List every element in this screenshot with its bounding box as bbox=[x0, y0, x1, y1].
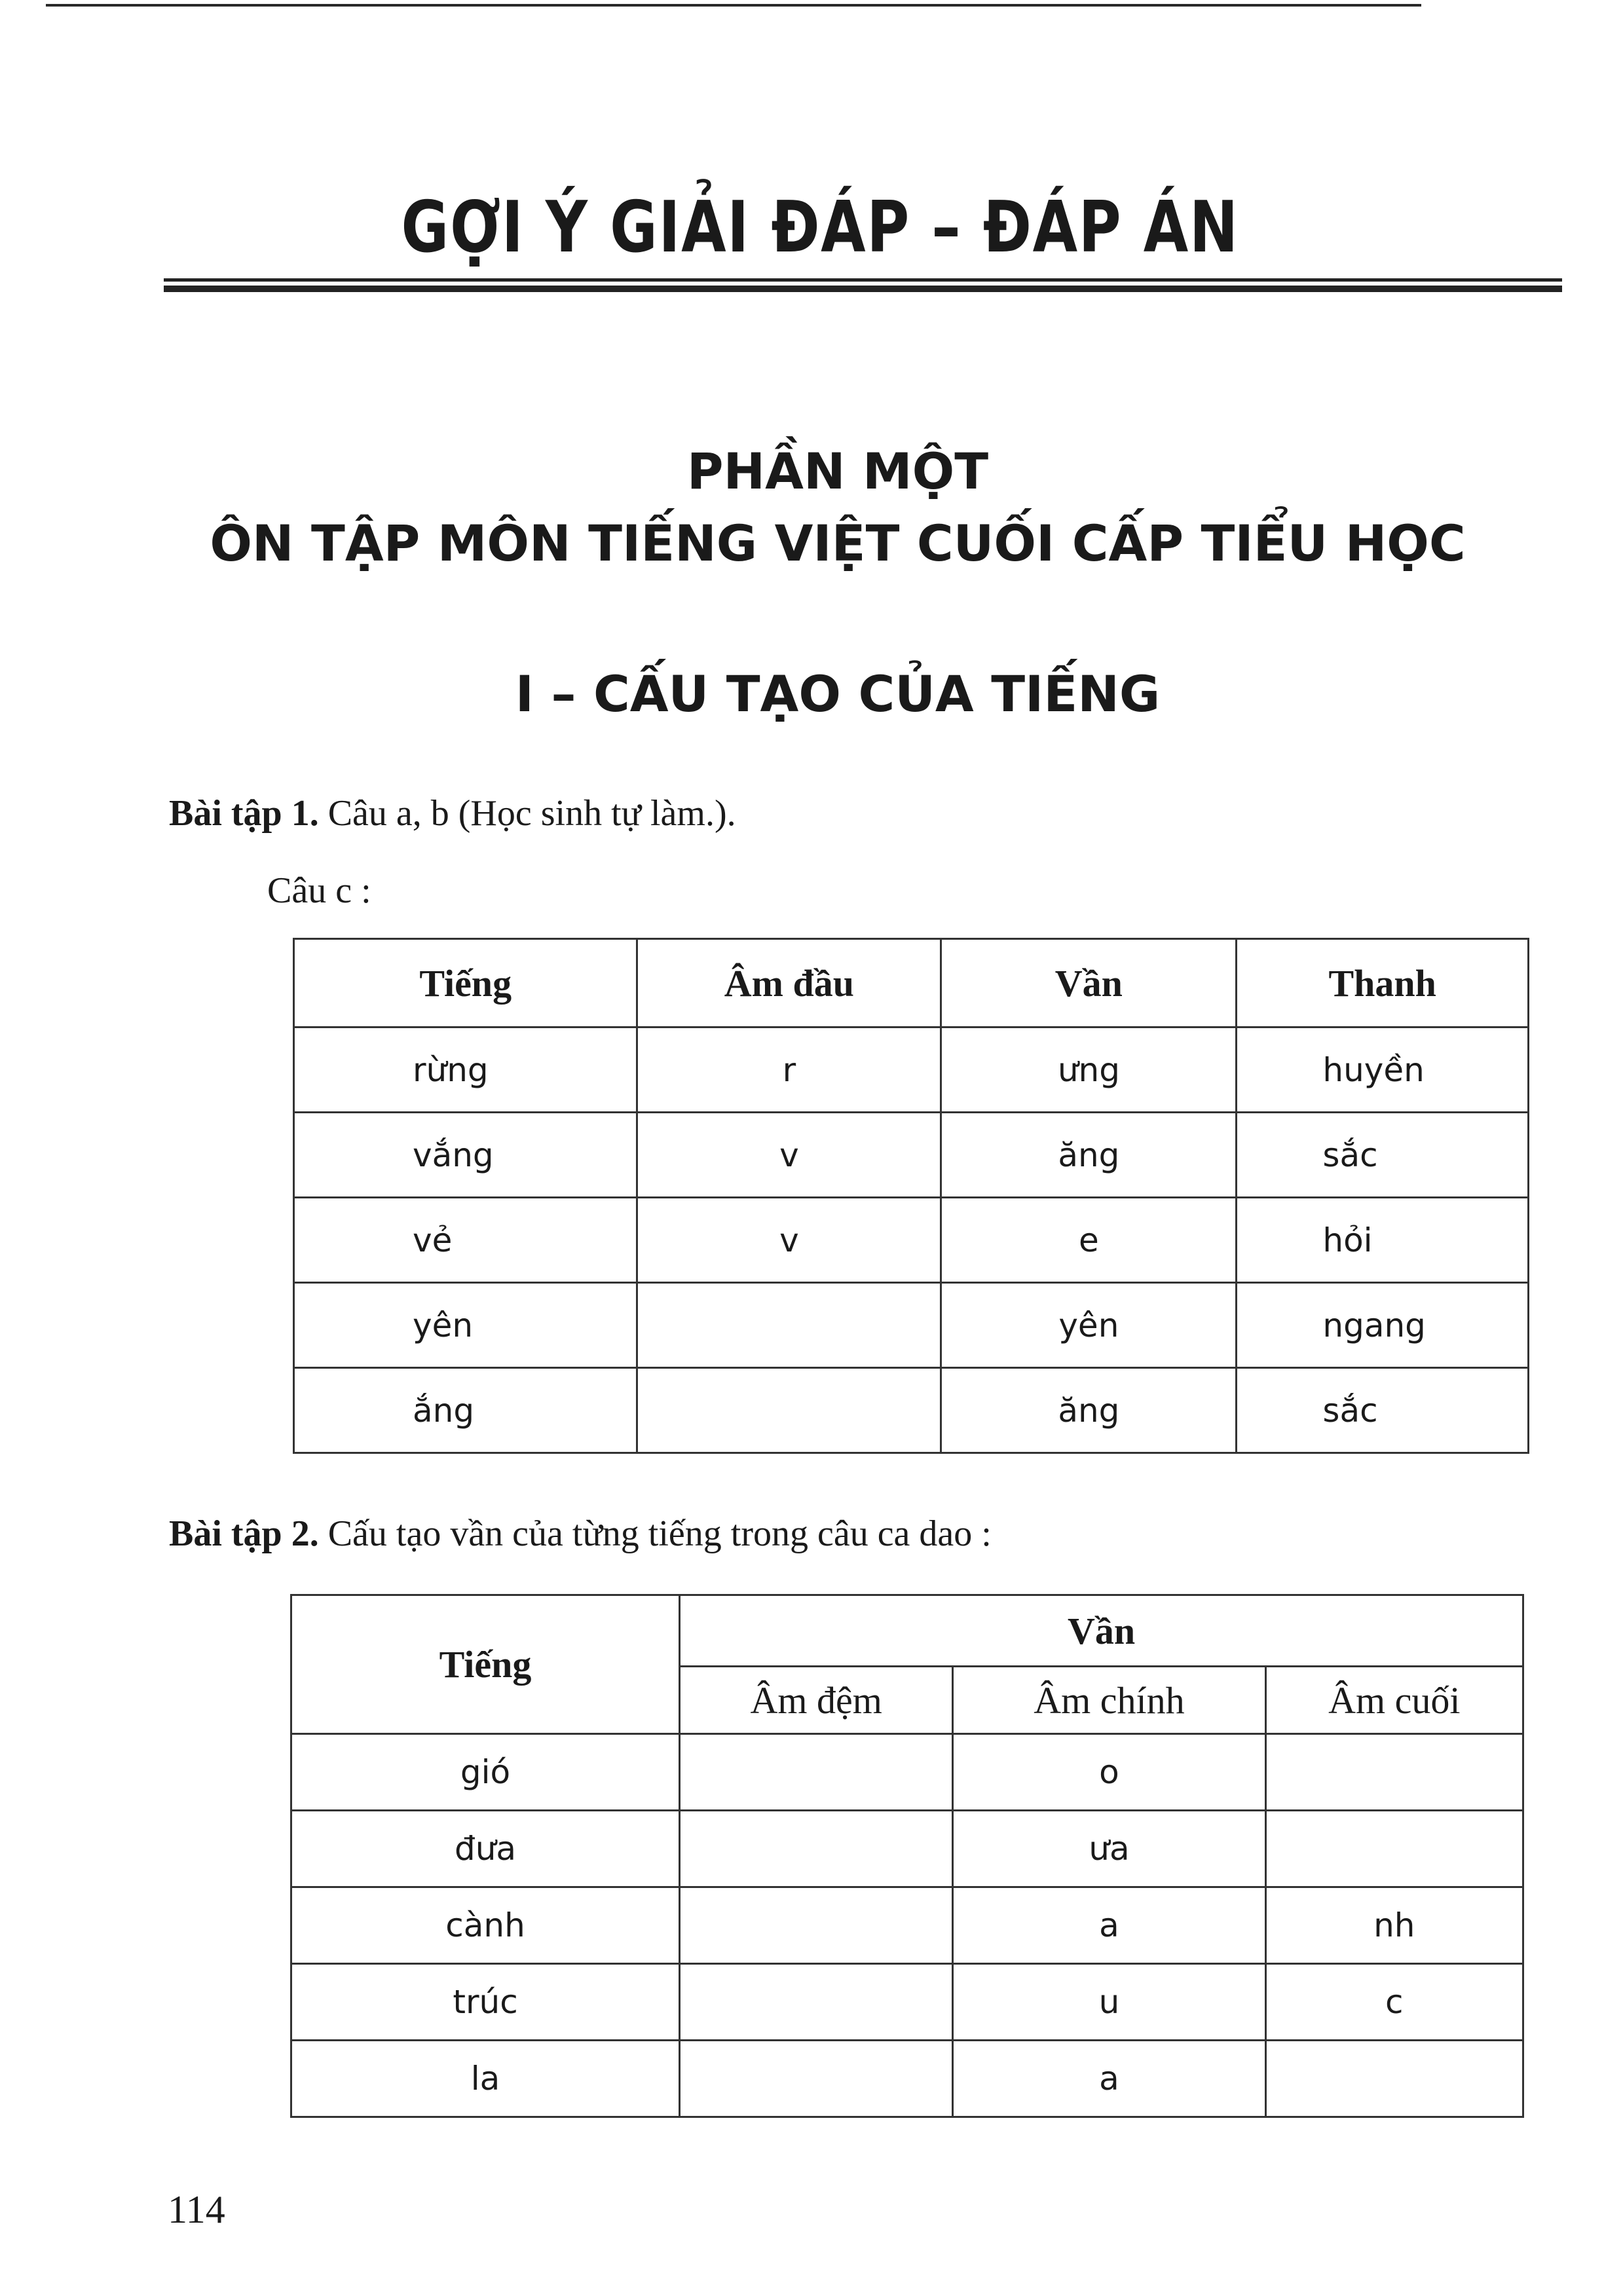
table-cell: v bbox=[637, 1113, 941, 1198]
table-cell: u bbox=[953, 1964, 1265, 2041]
table-cell: la bbox=[291, 2041, 680, 2117]
page-title: GỢI Ý GIẢI ĐÁP – ĐÁP ÁN bbox=[401, 187, 1239, 268]
part-label: PHẦN MỘT bbox=[686, 442, 989, 500]
table-row bbox=[291, 1964, 1523, 2041]
table-row bbox=[291, 2041, 1523, 2117]
column-header: Tiếng bbox=[294, 939, 637, 1028]
column-header: Thanh bbox=[1237, 939, 1529, 1028]
exercise-2-heading bbox=[169, 1513, 992, 1555]
title-underline-thin bbox=[164, 278, 1562, 282]
table-cell: ăng bbox=[941, 1113, 1237, 1198]
table-cell: o bbox=[953, 1734, 1265, 1811]
table-cell: vẻ bbox=[294, 1198, 637, 1283]
table-cell bbox=[1265, 2041, 1523, 2117]
table-cell: gió bbox=[291, 1734, 680, 1811]
table-row bbox=[294, 1368, 1529, 1453]
table-cell bbox=[680, 1887, 953, 1964]
table-cell: đưa bbox=[291, 1811, 680, 1887]
table-cell: ngang bbox=[1237, 1283, 1529, 1368]
title-underline-thick bbox=[164, 286, 1562, 292]
column-subheader: Âm chính bbox=[953, 1667, 1265, 1734]
table-cell: e bbox=[941, 1198, 1237, 1283]
table-cell: sắc bbox=[1237, 1368, 1529, 1453]
table-cell: a bbox=[953, 2041, 1265, 2117]
table-cell: ưa bbox=[953, 1811, 1265, 1887]
exercise-1-heading bbox=[169, 792, 736, 834]
table-cell: a bbox=[953, 1887, 1265, 1964]
syllable-structure-table bbox=[293, 938, 1529, 1454]
table-row bbox=[294, 1283, 1529, 1368]
table-cell: cành bbox=[291, 1887, 680, 1964]
table-row bbox=[291, 1887, 1523, 1964]
table-cell: r bbox=[637, 1028, 941, 1113]
table-cell: yên bbox=[294, 1283, 637, 1368]
table-cell: v bbox=[637, 1198, 941, 1283]
exercise-1-label: Bài tập 1. bbox=[169, 793, 319, 834]
table-cell bbox=[1265, 1734, 1523, 1811]
exercise-2-label: Bài tập 2. bbox=[169, 1513, 319, 1554]
table-cell bbox=[680, 1734, 953, 1811]
table-header-row bbox=[294, 939, 1529, 1028]
table-cell: ắng bbox=[294, 1368, 637, 1453]
table-cell: nh bbox=[1265, 1887, 1523, 1964]
part-title: ÔN TẬP MÔN TIẾNG VIỆT CUỐI CẤP TIỂU HỌC bbox=[210, 514, 1466, 572]
exercise-1-sub-label: Câu c : bbox=[267, 870, 371, 911]
table-cell: trúc bbox=[291, 1964, 680, 2041]
top-border-line bbox=[46, 4, 1421, 7]
exercise-1-text: Câu a, b (Học sinh tự làm.). bbox=[327, 793, 736, 834]
table-cell bbox=[637, 1368, 941, 1453]
chapter-title: I – CẤU TẠO CỦA TIẾNG bbox=[515, 665, 1161, 723]
column-header-van: Vần bbox=[680, 1595, 1523, 1667]
column-header: Vần bbox=[941, 939, 1237, 1028]
table-cell: ăng bbox=[941, 1368, 1237, 1453]
table-cell bbox=[680, 1964, 953, 2041]
column-subheader: Âm đệm bbox=[680, 1667, 953, 1734]
table-cell: vắng bbox=[294, 1113, 637, 1198]
table-cell: huyền bbox=[1237, 1028, 1529, 1113]
table-cell: sắc bbox=[1237, 1113, 1529, 1198]
table-cell: hỏi bbox=[1237, 1198, 1529, 1283]
table-cell bbox=[637, 1283, 941, 1368]
table-row bbox=[294, 1113, 1529, 1198]
table-cell bbox=[1265, 1811, 1523, 1887]
rhyme-structure-table bbox=[290, 1594, 1524, 2118]
table-row bbox=[294, 1028, 1529, 1113]
table-cell: ưng bbox=[941, 1028, 1237, 1113]
table-row bbox=[291, 1734, 1523, 1811]
table-cell: rừng bbox=[294, 1028, 637, 1113]
table-header-row bbox=[291, 1595, 1523, 1667]
column-subheader: Âm cuối bbox=[1265, 1667, 1523, 1734]
column-header-tieng: Tiếng bbox=[291, 1595, 680, 1734]
table-row bbox=[294, 1198, 1529, 1283]
exercise-2-text: Cấu tạo vần của từng tiếng trong câu ca dao : bbox=[327, 1513, 992, 1554]
table-cell: yên bbox=[941, 1283, 1237, 1368]
table-cell bbox=[680, 2041, 953, 2117]
page-number: 114 bbox=[168, 2188, 225, 2231]
table-cell: c bbox=[1265, 1964, 1523, 2041]
table-row bbox=[291, 1811, 1523, 1887]
column-header: Âm đầu bbox=[637, 939, 941, 1028]
table-cell bbox=[680, 1811, 953, 1887]
